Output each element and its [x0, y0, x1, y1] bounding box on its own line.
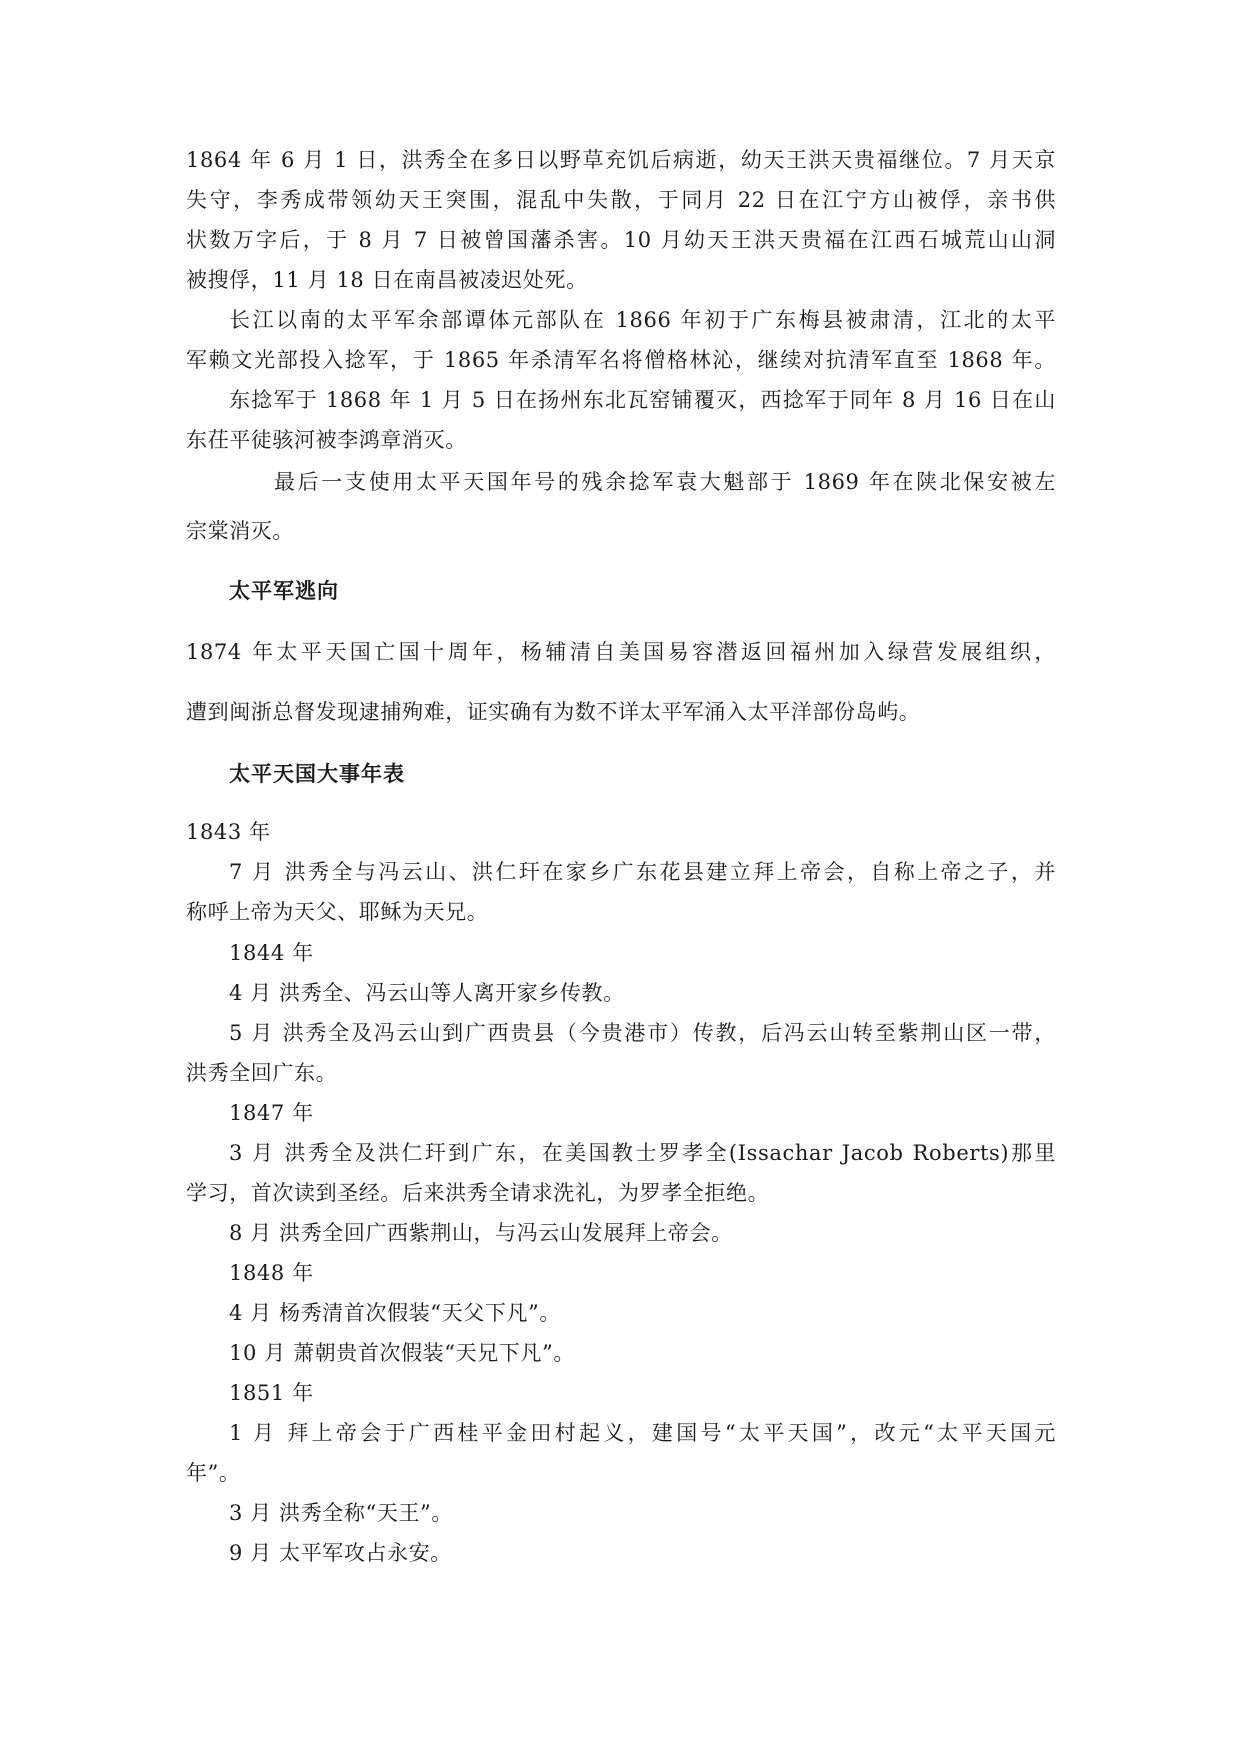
year-1847: 1847 年	[229, 1101, 314, 1125]
event-1847-3-line2: 学习，首次读到圣经。后来洪秀全请求洗礼，为罗孝全拒绝。	[186, 1181, 770, 1205]
section-heading-chronology: 太平天国大事年表	[229, 762, 405, 786]
escape-line2: 遭到闽浙总督发现逮捕殉难，证实确有为数不详太平军涌入太平洋部份岛屿。	[186, 700, 921, 724]
event-1844-5-line1: 5 月 洪秀全及冯云山到广西贵县（今贵港市）传教，后冯云山转至紫荆山区一带，	[229, 1021, 1056, 1045]
para4-line1: 最后一支使用太平天国年号的残余捻军袁大魁部于 1869 年在陕北保安被左	[274, 470, 1056, 494]
event-1851-1-line1: 1 月 拜上帝会于广西桂平金田村起义，建国号“太平天国”，改元“太平天国元	[229, 1421, 1056, 1445]
event-1848-4: 4 月 杨秀清首次假装“天父下凡”。	[229, 1301, 561, 1325]
event-1851-3: 3 月 洪秀全称“天王”。	[229, 1501, 453, 1525]
year-1851: 1851 年	[229, 1381, 314, 1405]
para1-line4: 被搜俘，11 月 18 日在南昌被凌迟处死。	[186, 268, 588, 292]
event-1843-7-line1: 7 月 洪秀全与冯云山、洪仁玕在家乡广东花县建立拜上帝会，自称上帝之子，并	[229, 860, 1056, 884]
para2-line2: 军赖文光部投入捻军，于 1865 年杀清军名将僧格林沁，继续对抗清军直至 1868 年。	[186, 348, 1056, 372]
event-1851-1-line2: 年”。	[186, 1461, 241, 1485]
para3-line1: 东捻军于 1868 年 1 月 5 日在扬州东北瓦窑铺覆灭，西捻军于同年 8 月 16 日在山	[229, 388, 1056, 412]
event-1844-5-line2: 洪秀全回广东。	[186, 1061, 338, 1085]
event-1847-8: 8 月 洪秀全回广西紫荆山，与冯云山发展拜上帝会。	[229, 1221, 733, 1245]
para1-line1: 1864 年 6 月 1 日，洪秀全在多日以野草充饥后病逝，幼天王洪天贵福继位。7 月天京	[186, 148, 1056, 172]
para2-line1: 长江以南的太平军余部谭体元部队在 1866 年初于广东梅县被肃清，江北的太平	[229, 308, 1056, 332]
para1-line3: 状数万字后，于 8 月 7 日被曾国藩杀害。10 月幼天王洪天贵福在江西石城荒山山洞	[186, 228, 1056, 252]
event-1843-7-line2: 称呼上帝为天父、耶稣为天兄。	[186, 900, 489, 924]
para1-line2: 失守，李秀成带领幼天王突围，混乱中失散，于同月 22 日在江宁方山被俘，亲书供	[186, 188, 1056, 212]
year-1843: 1843 年	[186, 820, 271, 844]
para4-line2: 宗棠消灭。	[186, 519, 294, 543]
escape-line1: 1874 年太平天国亡国十周年，杨辅清自美国易容潜返回福州加入绿营发展组织，	[186, 640, 1056, 664]
event-1851-9: 9 月 太平军攻占永安。	[229, 1541, 452, 1565]
event-1847-3-line1: 3 月 洪秀全及洪仁玕到广东，在美国教士罗孝全(Issachar Jacob Roberts)那里	[229, 1141, 1056, 1165]
event-1848-10: 10 月 萧朝贵首次假装“天兄下凡”。	[229, 1341, 575, 1365]
event-1844-4: 4 月 洪秀全、冯云山等人离开家乡传教。	[229, 981, 625, 1005]
section-heading-escape: 太平军逃向	[229, 579, 339, 603]
para3-line2: 东茌平徒骇河被李鸿章消灭。	[186, 428, 467, 452]
year-1844: 1844 年	[229, 941, 314, 965]
year-1848: 1848 年	[229, 1261, 314, 1285]
